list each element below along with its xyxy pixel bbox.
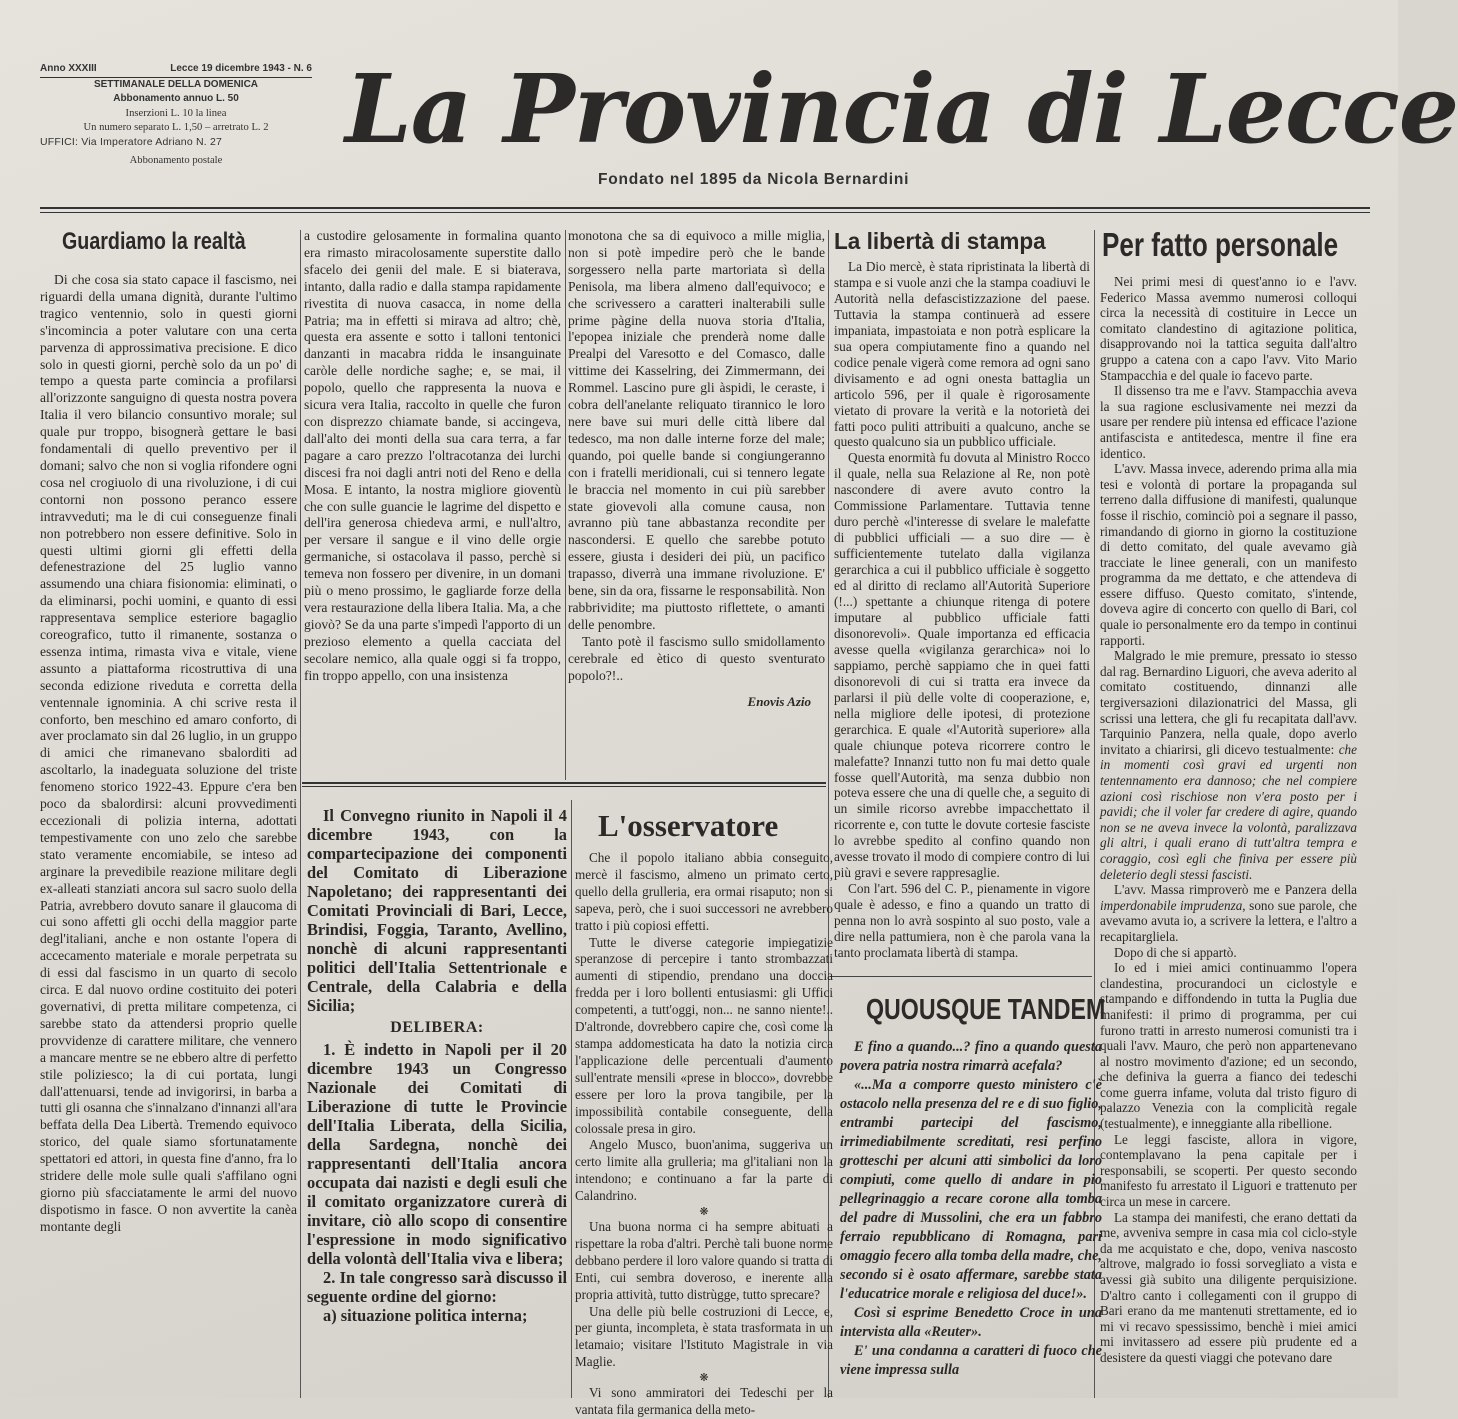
article-text: Questa enormità fu dovuta al Ministro Rocco il quale, nella sua Relazione al Re, non potè nascondere di avere avuto contro la Commissione Parlamentare. Tuttavia tenne duro perchè «l'interesse di svelare le malefatte di pubblici ufficiali — a suo dire — è sufficientemente tutelato dalla vigilanza gerarchica a cui il pubblico ufficiale è soggetto ed al diritto di reclamo all'Autorità Superiore (!...) spettante a chiunque ritenga di potere imputare al pubblico ufficiale fatti disonorevoli». Quale importanza ed efficacia avesse quella «vigilanza gerarchica» noi lo sappiamo, perchè sappiamo che in quei fatti disonorevoli di cui si tratta era invece da parlarsi il più delle volte di cooperazione, e, nella migliore delle ipotesi, di protezione gerarchica. E quale «l'Autorità superiore» alla quale chiunque poteva ricorrere contro le malefatte? Innanzi tutto non fu mai detto quale fosse quell'Autorità, ma senza dubbio non poteva essere che una di quelle che, a seguito di un simile ricorso avrebbe impacchettato il ricorrente e, con tutte le dovute cortesie fasciste lo avrebbe spedito al confino quando non avesse trovato il modo di compiere contro di lui più gravi e severe rappresaglie.: [834, 450, 1090, 881]
column-rule: [571, 800, 572, 1398]
article-text: Nei primi mesi di quest'anno io e l'avv. Federico Massa avemmo numerosi colloqui circa la necessità di costituire in Lecce un comitato clandestino di agitazione politica, disapprovando noi la tattica seguita dall'altro gruppo a catena con a capo l'avv. Vito Mario Stampacchia e del quale io facevo parte.: [1100, 274, 1357, 383]
article-column: [40, 272, 297, 1236]
single-copy-price: Un numero separato L. 1,50 – arretrato L. 2: [83, 121, 269, 133]
article-text: Con l'art. 596 del C. P., pienamente in vigore quale è adesso, e fino a quando un tratto di penna non lo avrà sospinto al suo posto, vale a dire nella pattumiera, non è che parola vana la tanto proclamata libertà di stampa.: [834, 881, 1090, 960]
article-headline: Per fatto personale: [1102, 226, 1339, 263]
article-text: E fino a quando...? fino a quando questa povera patria nostra rimarrà acefala?: [840, 1039, 1102, 1074]
article-text: monotona che sa di equivoco a mille miglia, non si potè impedire però che le bande sorgessero nella parte martoriata sì della Penisola, ma libera almeno dall'equivoco; e che scrivessero a caratteri inalterabili sulle prime pàgine della nuova storia d'Italia, l'epopea iniziale che prenderà nome dalle Prealpi del Varesotto e del Comasco, dalle vittime dei Kasselring, dei Zimmermann, dei Rommel. Lascino pure gli àspidi, le ceraste, i cobra dell'anelante reliquato tirannico le loro nere bave sui muri delle città libere dal tedesco, ma non dalle interne forze del male; quando, poi quelle bande si congiungeranno con i fratelli meridionali, cui si tennero legate le braccia nel momento in cui più sarebber state giovevoli alla comune causa, non avranno più tane abbastanza recondite per nascondersi. E quello che sarebbe potuto essere, giusta i desideri dei più, un pacifico trapasso, diverrà una immane rivoluzione. E' bene, sin da ora, fissarne le responsabilità. Non rabbrividite; ma piuttosto riflettete, o amanti delle penombre.: [568, 228, 825, 632]
article-column: [575, 850, 833, 1419]
section-rule: [302, 786, 826, 787]
article-text: Che il popolo italiano abbia conseguito, mercè il fascismo, almeno un primato certo, quello della grulleria, era ormai risaputo; non si sapeva, però, che i suoi successori ne avrebbero tratto i più copiosi effetti.: [575, 850, 833, 933]
article-headline: L'osservatore: [598, 808, 779, 843]
article-column: [840, 1038, 1102, 1380]
article-text: La stampa dei manifesti, che erano dettati da me, avveniva sempre in casa mia col ciclo-style da me acquistato e che, dopo, veniva nascosto altrove, malgrado io fossi sorvegliato a vista e avessi già subito una diligente perquisizione. D'altro canto i collegamenti con il gruppo di Bari erano da me mantenuti strettamente, ed io mi vi recavo spessissimo, benchè i miei amici mi invitassero ad essere più prudente ed a desistere da questi viaggi che potevano dare: [1100, 1209, 1357, 1365]
separator-asterism: ❋: [699, 1206, 709, 1219]
masthead-rule: [40, 207, 1370, 209]
article-text: Di che cosa sia stato capace il fascismo, nei riguardi della umana dignità, durante l'ultimo tragico ventennio, solo in questi giorni s'incomincia a poter valutare con una certa parvenza di approssimativa precisione. E dico solo in questi giorni, perchè solo da un po' di tempo a questa parte comincia a profilarsi all'orizzonte sanguigno di questa nostra povera Italia il vero bilancio consuntivo morale; sul quale pur troppo, bisognerà gettare le basi fondamentali di quello preventivo per il domani; salvo che non si voglia rifondere ogni cosa nel crogiuolo di una rivoluzione, i di cui contorni non possono peranco essere intravveduti; ma le di cui conseguenze finali non potrebbero non essere definitive. Solo in questi ultimi giorni gli effetti della defenestrazione del 25 luglio vanno assumendo una chiara fisionomia: eliminati, o da eliminarsi, pochi uomini, e quanto di essi rappresentava semplice esteriore bagaglio coreografico, tutto il rimanente, sostanza o essenza intima, rimasta viva e vitale, viene assunto a piattaforma ricostruttiva di una seconda edizione riveduta e corretta della ventennale ignominia. A chi scrive resta il conforto, ben meschino ed amaro conforto, di aver proclamato sin dal 26 luglio, in un gruppo di amici che rimanevano sbalorditi ad ascoltarlo, la inadeguata soluzione del triste fenomeno storico 1922-43. Eppure c'era ben poco da sbalordirsi: alcuni provvedimenti eccezionali di polizia interna, adottati tempestivamente con uno zelo che sarebbe stato veramente encomiabile, se inteso ad arginare la prevedibile reazione militare degli ex-alleati stanziati ancora sul sacro suolo della Patria, avrebbero dovuto sanare il glaucoma di cui sono affetti gli occhi della maggior parte degl'italiani, anche e non ostante l'opera di accecamento materiale e morale perpetrata su di essi dal fascismo in un quarto di secolo circa. E dal nuovo ordine costituito dei poteri governativi, di pretta militare competenza, ci sarebbe stato da attendersi proprio quelle provvidenze di carattere militare, che vennero a mancare mentre se ne ebbero altre di perfetto stile poliziesco; la di cui portata, lungi dall'attenuarsi, tende ad invigorirsi, in barba a tutti gli osanna che s'innalzano d'innanzi all'ara beffata della Dea Libertà. Tremendo equivoco storico, del quale siamo sfortunatamente spettatori ed attori, in questa fine d'anno, fra lo stridere delle mole sulle quali s'affilano ogni giorno più sfacciatamente le armi del nuovo dispotismo in fasce. O non avvertite la canèa montante degli: [40, 272, 297, 1234]
article-text: Tutte le diverse categorie impiegatizie speranzose di percepire i tanto strombazzati aumenti di stipendio, prendano una doccia fredda per i loro bollenti entusiasmi: gli Uffici competenti, a tutt'oggi, non... ne sanno niente!.. D'altronde, dovrebbero capire che, così come la stampa addomesticata ha dato la notizia circa l'applicazione delle percentuali d'aumento sull'entrate mensili «prese in blocco», dovrebbe essere per loro la prova tangibile, per la impossibilità contabile conseguente, della colossale presa in giro.: [575, 934, 833, 1136]
article-text: La Dio mercè, è stata ripristinata la libertà di stampa e si vuole anzi che la stampa coadiuvi le Autorità nella defascistizzazione del paese. Tuttavia la stampa continuerà ad essere impaniata, impastoiata e non potrà esplicare la sua opera compiutamente fino a quando nel codice penale vigerà come remora ad ogni sano divisamento e ad ogni onesta battaglia un articolo 596, per il quale è rigorosamente vietato di provare la verità e la notorietà dei fatti poco puliti attribuiti a qualcuno, anche se questo qualcuno sia un pubblico ufficiale.: [834, 259, 1090, 450]
article-text-span: Malgrado le mie premure, pressato io stesso dal rag. Bernardino Liguori, che aveva aderito al comitato costituendo, dinnanzi alle tergiversazioni dilazionatrici del Massa, gli scrissi una lettera, che gli fu recapitata dall'avv. Tarquinio Panzera, nella quale, dopo averlo invitato a chiarirsi, gli dicevo testualmente:: [1100, 648, 1357, 757]
founded-line: Fondato nel 1895 da Nicola Bernardini: [598, 171, 910, 188]
subscription-price: Abbonamento annuo L. 50: [113, 93, 239, 105]
article-text: Il dissenso tra me e l'avv. Stampacchia aveva la sua ragione esclusivamente nei mezzi da usare per rendere più intensa ed efficace l'azione antifascista e antitedesca, mentre il fine era identico.: [1100, 383, 1357, 461]
article-text: E' una condanna a caratteri di fuoco che viene impressa sulla: [840, 1343, 1102, 1378]
article-text: a custodire gelosamente in formalina quanto era rimasto miracolosamente superstite dallo sfacelo dei genii del male. E si biaterava, intanto, dalla radio e dalla stampa rapidamente rivestita di nuova casacca, in nome della Patria; ma in effetti si mirava ad altro; chè, questa era assente e sotto i talloni tentonici danzanti in macabra ridda le insanguinate caròle delle nordiche saghe; e, se mai, il popolo, quello che rappresenta la nuova e sicura vera Italia, raccolto in quelle che furon con disprezzo chiamate bande, si accingeva, dall'alto dei monti della sua cara terra, a far pagare a caro prezzo l'oltracotanza dei lurchi discesi fra noi dagli antri noti del Reno e della Mosa. E intanto, la nostra migliore gioventù che con sulle guancie le lagrime del dispetto e dell'ira generosa chiedeva armi, e null'altro, per versare il sangue e il vino delle orgie germaniche, si ostacolava il passo, perchè si temeva non fossero per divenire, in un domani più o meno prossimo, le gagliarde forze della vera restaurazione della libera Italia. Ma, a che giovò? Se da una parte s'impedì l'apporto di un prezioso elemento a quella cacciata del secolare nemico, alla quale oggi si fa troppo, fin troppo appello, con una insistenza: [304, 228, 561, 683]
section-rule: [830, 976, 1092, 977]
article-text: «...Ma a comporre questo ministero c'è ostacolo nella presenza del re e di suo figlio, entrambi partecipi del fascismo, irrimediabilmente screditati, resi perfino grotteschi per alcuni atti simbolici da loro compiuti, come quello di andare in pio pellegrinaggio a recare corone alla tomba del padre di Mussolini, che era un fabbro ferraio repubblicano di Romagna, pari omaggio fecero alla tomba della madre, che, secondo si è osato affermare, sarebbe stata l'educatrice morale e religiosa del duce!».: [840, 1077, 1102, 1302]
office-address: UFFICI: Via Imperatore Adriano N. 27: [40, 136, 223, 149]
article-text: Io ed i miei amici continuammo l'opera clandestina, procurandoci un ciclostyle e stampando e diffondendo in tutta la Puglia due manifesti: il primo di programma, per cui furono tratti in arresto numerosi comunisti tra i quali l'avv. Mauro, che però non appartenevano al nostro movimento d'azione; ed un secondo, che definiva la guerra a fianco dei tedeschi come guerra infame, voluta dal tristo figuro di palazzo Venezia con la complicità regale (testualmente), e inneggiante alla ribellione.: [1100, 960, 1357, 1132]
weekly-label: SETTIMANALE DELLA DOMENICA: [93, 79, 259, 91]
issue-line: [40, 62, 312, 78]
article-headline: Guardiamo la realtà: [62, 228, 246, 255]
article-text: Angelo Musco, buon'anima, suggeriva un certo limite alla grulleria; ma gl'italiani non la intendono; e continuano a far la parte di Calandrino.: [575, 1137, 833, 1204]
separator-asterism: ❋: [699, 1372, 709, 1385]
article-text-span: L'avv. Massa rimproverò me e Panzera della: [1114, 882, 1357, 898]
newspaper-title: La Provincia di Lecce: [345, 54, 1458, 165]
article-column: [568, 228, 825, 711]
delibera-point: 2. In tale congresso sarà discusso il seguente ordine del giorno:: [307, 1268, 567, 1306]
masthead-rule-thin: [40, 212, 1370, 213]
insertion-price: Inserzioni L. 10 la linea: [125, 107, 227, 119]
convegno-notice: [307, 806, 567, 1325]
article-text: Vi sono ammiratori dei Tedeschi per la vantata fila germanica della meto-: [575, 1385, 833, 1418]
article-text: Le leggi fasciste, allora in vigore, contemplavano la pena capitale per i responsabili, se scoperti. Per questo secondo manifesto fu arrestato il Liguori e trattenuto per circa un mese in carcere.: [1100, 1131, 1357, 1210]
delibera-heading: DELIBERA:: [390, 1019, 484, 1036]
article-column: [1100, 274, 1357, 1366]
article-headline: La libertà di stampa: [834, 228, 1046, 254]
article-text: Una buona norma ci ha sempre abituati a rispettare la roba d'altri. Perchè tali buone norme debbano perdere il loro valore quando si tratta di Enti, cui sembra doveroso, e inerente alla propria attività, tutto distrùgge, tutto sprecare?: [575, 1219, 833, 1302]
article-text: Tanto potè il fascismo sullo smidollamento cerebrale ed ètico di questo sventurato popolo?!..: [568, 633, 825, 683]
article-text: [1100, 648, 1357, 882]
masthead-info-box: [40, 62, 312, 168]
article-signature: Enovis Azio: [747, 694, 811, 710]
column-rule: [565, 230, 566, 780]
delibera-point: 1. È indetto in Napoli per il 20 dicembre 1943 un Congresso Nazionale dei Comitati di Liberazione di tutte le Provincie dell'Italia Liberata, della Sicilia, della Sardegna, nonchè dei rappresentanti dell'Italia ancora occupata dai nazisti e degli esuli che il comitato organizzatore curerà di invitare, ciò allo scopo di consentire l'espressione in modo significativo della volontà dell'Italia viva e libera;: [307, 1040, 567, 1268]
issue-year: Anno XXXIII: [40, 63, 97, 74]
column-rule: [300, 230, 301, 1398]
article-text: Così si esprime Benedetto Croce in una intervista alla «Reuter».: [840, 1305, 1102, 1340]
convegno-intro: Il Convegno riunito in Napoli il 4 dicembre 1943, con la compartecipazione dei componenti del Comitato di Liberazione Napoletano; dei rappresentanti dei Comitati Provinciali di Bari, Lecce, Brindisi, Foggia, Taranto, Avellino, nonchè di alcuni rappresentanti politici dell'Italia Settentrionale e Centrale, della Calabria e della Sicilia;: [307, 806, 567, 1015]
postal-subscription: Abbonamento postale: [129, 155, 223, 167]
issue-date-number: Lecce 19 dicembre 1943 - N. 6: [170, 63, 312, 74]
article-text: Una delle più belle costruzioni di Lecce, e, per giunta, incompleta, è stata trasformata in un letamaio; visitare l'Istituto Magistrale in via Maglie.: [575, 1303, 833, 1370]
section-rule: [302, 782, 826, 784]
quoted-letter: che in momenti così gravi ed urgenti non tentennamento era dannoso; che nel compiere azioni così rischiose non v'era posto per i pavidi; che il voler far credere di agire, quando non se ne aveva invece la volontà, paralizzava gli altri, i quali erano di tutt'altra tempra e coraggio, così egli che finiva per essere più deleterio degli stessi fascisti.: [1100, 741, 1357, 882]
delibera-point: a) situazione politica interna;: [323, 1306, 528, 1325]
article-column: [304, 228, 561, 684]
quoted-phrase: imperdonabile imprudenza: [1100, 897, 1243, 913]
article-text-span: , sono sue parole, che avevamo avuta io, a scrivere la lettera, e l'altro a recapitargliela.: [1100, 897, 1357, 944]
article-text: [1100, 882, 1357, 944]
article-column: [834, 259, 1090, 961]
article-text: L'avv. Massa invece, aderendo prima alla mia tesi e volontà di portare la propaganda sul terreno dalla diffusione di manifesti, qualunque fosse il rischio, cominciò poi a segnare il passo, rimandando di giorno in giorno la costituzione di detto comitato, del quale avevamo già tracciate le linee generali, con un manifesto programma da me dettato, e che attendeva di essere diffuso. Questo comitato, s'intende, doveva agire di concerto con quello di Bari, col quale io personalmente ero da tempo in continui rapporti.: [1100, 461, 1357, 648]
article-headline: QUOUSQUE TANDEM: [866, 994, 1106, 1026]
article-text: Dopo di che si appartò.: [1114, 944, 1237, 960]
